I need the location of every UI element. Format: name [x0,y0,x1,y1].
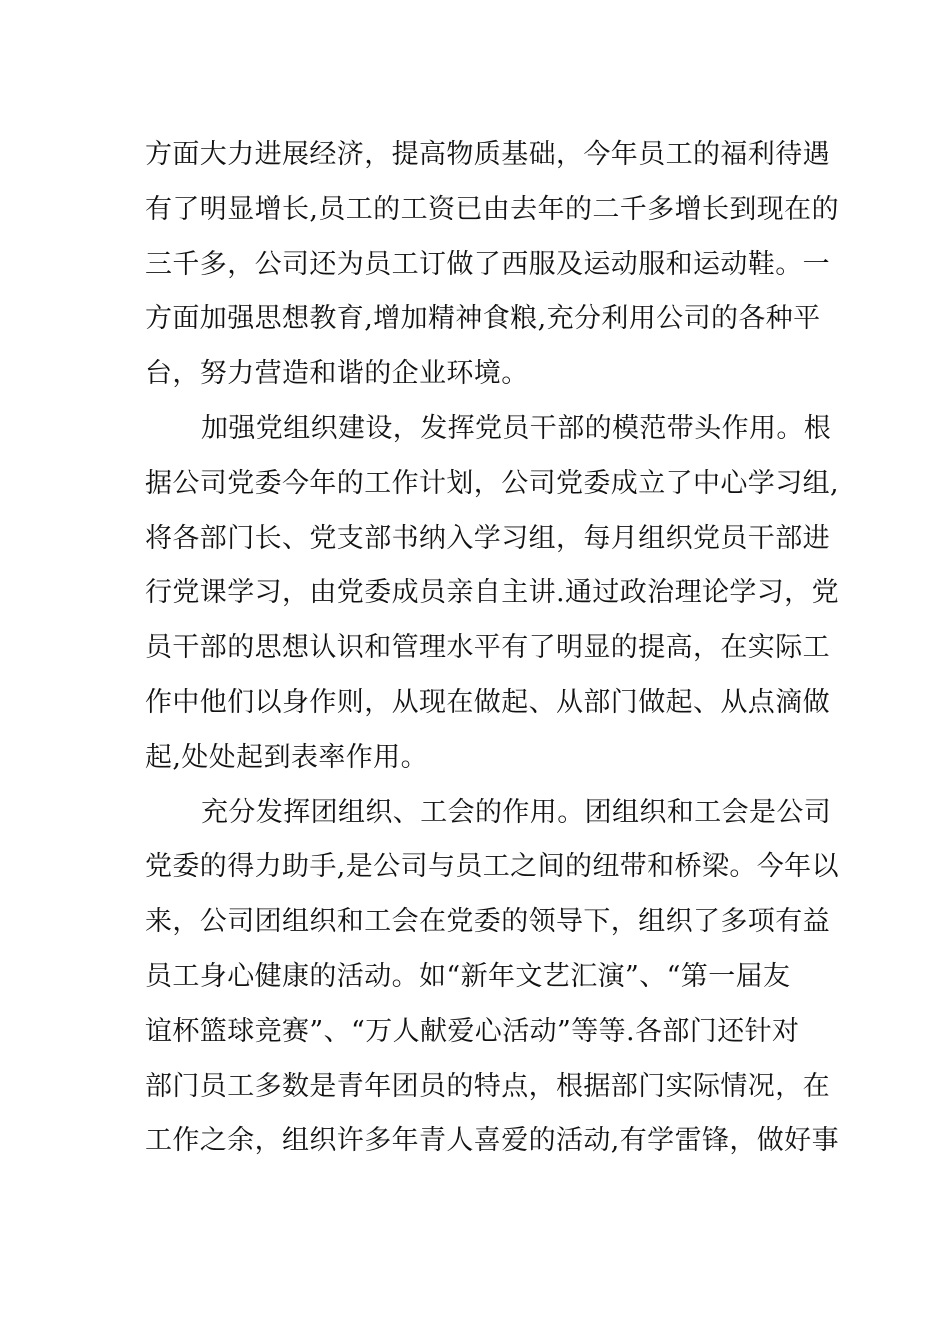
text-line: 方面加强思想教育,增加精神食粮,充分利用公司的各种平 [145,303,821,335]
text-line: 工作之余，组织许多年青人喜爱的活动,有学雷锋，做好事 [145,1125,839,1157]
text-line: 三千多，公司还为员工订做了西服及运动服和运动鞋。一 [145,248,830,280]
text-line: 有了明显增长,员工的工资已由去年的二千多增长到现在的 [145,193,839,225]
text-line: 行党课学习，由党委成员亲自主讲.通过政治理论学习，党 [145,577,839,609]
text-line: 部门员工多数是青年团员的特点，根据部门实际情况，在 [145,1070,830,1102]
text-line: 来，公司团组织和工会在党委的领导下，组织了多项有益 [145,906,830,938]
text-line: 将各部门长、党支部书纳入学习组，每月组织党员干部进 [145,522,830,554]
text-line: 员干部的思想认识和管理水平有了明显的提高，在实际工 [145,632,830,664]
text-line: 方面大力进展经济，提高物质基础，今年员工的福利待遇 [145,139,830,170]
text-line: 作中他们以身作则，从现在做起、从部门做起、从点滴做 [145,686,830,718]
body-text [145,128,839,1169]
text-line: 据公司党委今年的工作计划，公司党委成立了中心学习组, [145,467,839,499]
text-line: 起,处处起到表率作用。 [145,741,428,773]
text-line: 台，努力营造和谐的企业环境。 [145,358,529,390]
paragraph-start-line: 加强党组织建设，发挥党员干部的模范带头作用。根 [201,412,832,444]
paragraph-start-line: 充分发挥团组织、工会的作用。团组织和工会是公司 [201,796,832,828]
text-line: 党委的得力助手,是公司与员工之间的纽带和桥梁。今年以 [145,851,839,883]
text-line: 谊杯篮球竞赛”、“万人献爱心活动”等等.各部门还针对 [145,1015,800,1047]
text-line: 员工身心健康的活动。如“新年文艺汇演”、“第一届友 [145,960,791,992]
